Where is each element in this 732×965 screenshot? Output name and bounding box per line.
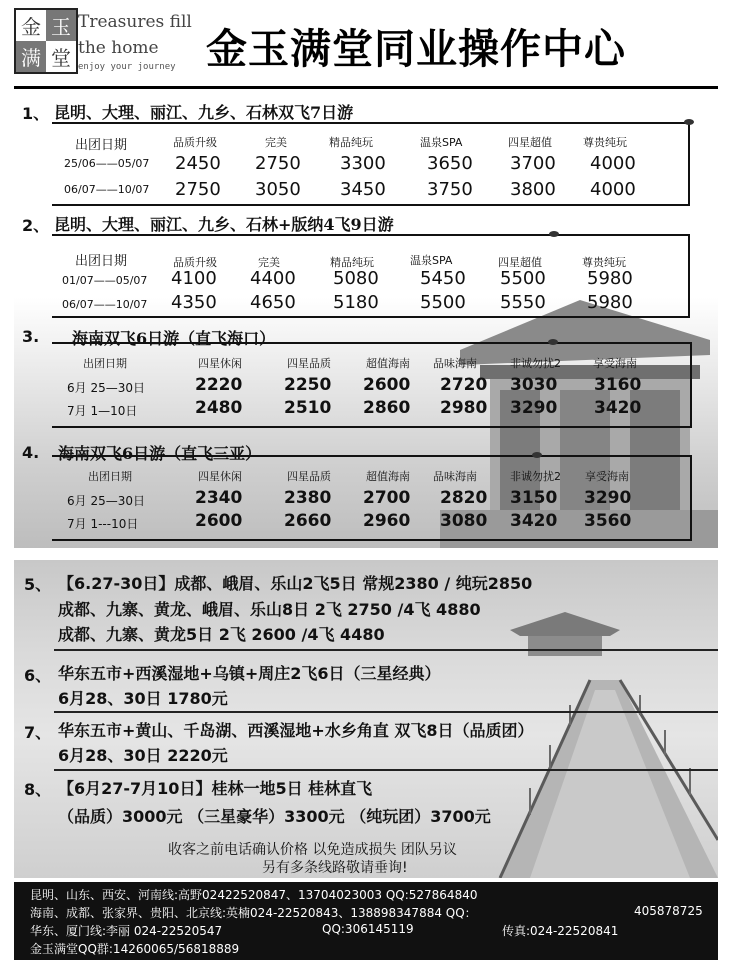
price: 5980 [587,292,633,313]
tour-date: 06/07——10/07 [64,183,150,196]
frame-corner-dot [548,339,558,345]
date-header: 出团日期 [88,470,132,483]
price: 3700 [510,153,556,174]
tour-date: 7月 1---10日 [67,517,139,531]
column-header: 超值海南 [366,357,410,370]
date-header: 出团日期 [83,357,127,370]
tour-line: 6月28、30日 1780元 [58,689,228,708]
price: 4650 [250,292,296,313]
column-header: 尊贵纯玩 [582,256,626,269]
section-number: 2、 [22,216,50,235]
tour-date: 7月 1—10日 [67,404,138,418]
header-divider [14,86,718,89]
tour-line: 华东五市+黄山、千岛湖、西溪湿地+水乡角直 双飞8日（品质团） [58,721,534,740]
date-header: 出团日期 [75,138,128,153]
price: 2860 [363,398,411,418]
tour-date: 6月 25—30日 [67,381,145,395]
price: 2820 [440,488,488,508]
tour-line: （品质）3000元 （三星豪华）3300元 （纯玩团）3700元 [58,807,491,826]
logo-char: 堂 [51,46,71,70]
price: 4000 [590,153,636,174]
column-header: 四星超值 [508,136,552,149]
price: 5550 [500,292,546,313]
column-header: 品味海南 [433,470,477,483]
tour-line: 【6月27-7月10日】桂林一地5日 桂林直飞 [58,779,373,798]
price: 2980 [440,398,488,418]
contact-line: 金玉满堂QQ群:14260065/56818889 [30,942,240,956]
price: 2720 [440,375,488,395]
price: 2660 [284,511,332,531]
section-number: 3. [22,327,40,346]
price: 3420 [510,511,558,531]
price: 2600 [363,375,411,395]
section-title: 海南双飞6日游（直飞海口） [72,329,276,348]
price: 2750 [255,153,301,174]
column-header: 尊贵纯玩 [583,136,627,149]
section-number: 8、 [24,780,52,799]
column-header: 品质升级 [173,256,217,269]
slogan-line-1: Treasures fill [78,12,192,32]
logo-char: 玉 [46,10,76,41]
price: 2380 [284,488,332,508]
logo-char: 满 [16,41,46,72]
tour-line: 成都、九寨、黄龙5日 2飞 2600 /4飞 4480 [58,625,385,644]
price: 2220 [195,375,243,395]
price: 5450 [420,268,466,289]
price: 3450 [340,179,386,200]
contact-footer [14,882,718,960]
price: 3030 [510,375,558,395]
price: 2250 [284,375,332,395]
column-header: 享受海南 [593,357,637,370]
slogan-line-2: the home [78,38,159,58]
column-header: 精品纯玩 [330,256,374,269]
section-divider [54,769,718,771]
price: 2340 [195,488,243,508]
column-header: 品质升级 [173,136,217,149]
price: 2600 [195,511,243,531]
tour-date: 6月 25—30日 [67,494,145,508]
price: 2960 [363,511,411,531]
price: 5080 [333,268,379,289]
column-header: 四星品质 [287,357,331,370]
price: 3080 [440,511,488,531]
column-header: 非诚勿扰2 [510,470,561,483]
notice-line: 另有多条线路敬请垂询! [262,860,408,876]
section-title: 昆明、大理、丽江、九乡、石林+版纳4飞9日游 [54,215,394,234]
column-header: 温泉SPA [410,254,453,267]
price: 3560 [584,511,632,531]
column-header: 四星超值 [498,256,542,269]
contact-line: 昆明、山东、西安、河南线:高野02422520847、13704023003 QQ:527864840 [30,888,478,902]
column-header: 精品纯玩 [329,136,373,149]
price: 5500 [420,292,466,313]
tour-line: 成都、九寨、黄龙、峨眉、乐山8日 2飞 2750 /4飞 4880 [58,600,481,619]
contact-line: 海南、成都、张家界、贵阳、北京线:英楠024-22520843、138898347884 QQ： [30,906,477,920]
price: 3420 [594,398,642,418]
price: 4100 [171,268,217,289]
price: 5980 [587,268,633,289]
section-divider [54,711,718,713]
price: 3750 [427,179,473,200]
price: 3050 [255,179,301,200]
column-header: 完美 [265,136,287,149]
section-number: 1、 [22,104,50,123]
price: 2480 [195,398,243,418]
tour-date: 06/07——10/07 [62,298,148,311]
column-header: 享受海南 [585,470,629,483]
contact-qq: QQ:306145119 [322,922,414,936]
contact-qq: 405878725 [634,904,703,918]
price: 2750 [175,179,221,200]
column-header: 完美 [258,256,280,269]
frame-corner-dot [549,231,559,237]
price: 5500 [500,268,546,289]
tour-line: 【6.27-30日】成都、峨眉、乐山2飞5日 常规2380 / 纯玩2850 [58,574,533,593]
price: 4000 [590,179,636,200]
contact-fax: 传真:024-22520841 [502,924,619,938]
section-number: 7、 [24,723,52,742]
notice-line: 收客之前电话确认价格 以免造成损失 团队另议 [168,842,457,858]
column-header: 超值海南 [366,470,410,483]
column-header: 四星休闲 [198,470,242,483]
section-divider [54,649,718,651]
column-header: 品味海南 [433,357,477,370]
price: 4400 [250,268,296,289]
tour-date: 01/07——05/07 [62,274,148,287]
column-header: 四星品质 [287,470,331,483]
price: 3290 [510,398,558,418]
price: 3150 [510,488,558,508]
section-number: 6、 [24,666,52,685]
price: 3650 [427,153,473,174]
column-header: 非诚勿扰2 [510,357,561,370]
column-header: 四星休闲 [198,357,242,370]
price: 2510 [284,398,332,418]
tour-date: 25/06——05/07 [64,157,150,170]
price: 3800 [510,179,556,200]
contact-line: 华东、厦门线:李丽 024-22520547 [30,924,223,938]
price: 4350 [171,292,217,313]
section-title: 昆明、大理、丽江、九乡、石林双飞7日游 [54,103,354,122]
tour-line: 6月28、30日 2220元 [58,746,228,765]
section-number: 4. [22,443,40,462]
frame-corner-dot [532,452,542,458]
slogan-line-3: enjoy your journey [78,62,176,72]
page-title: 金玉满堂同业操作中心 [206,25,626,73]
price: 2450 [175,153,221,174]
column-header: 温泉SPA [420,136,463,149]
logo-char: 金 [21,15,41,39]
tour-line: 华东五市+西溪湿地+乌镇+周庄2飞6日（三星经典） [58,664,441,683]
price: 3300 [340,153,386,174]
date-header: 出团日期 [75,254,128,269]
frame-corner-dot [684,119,694,125]
price: 2700 [363,488,411,508]
price: 3160 [594,375,642,395]
price: 3290 [584,488,632,508]
section-title: 海南双飞6日游（直飞三亚） [58,444,262,463]
price: 5180 [333,292,379,313]
logo-seal [14,8,78,74]
section-number: 5、 [24,575,52,594]
